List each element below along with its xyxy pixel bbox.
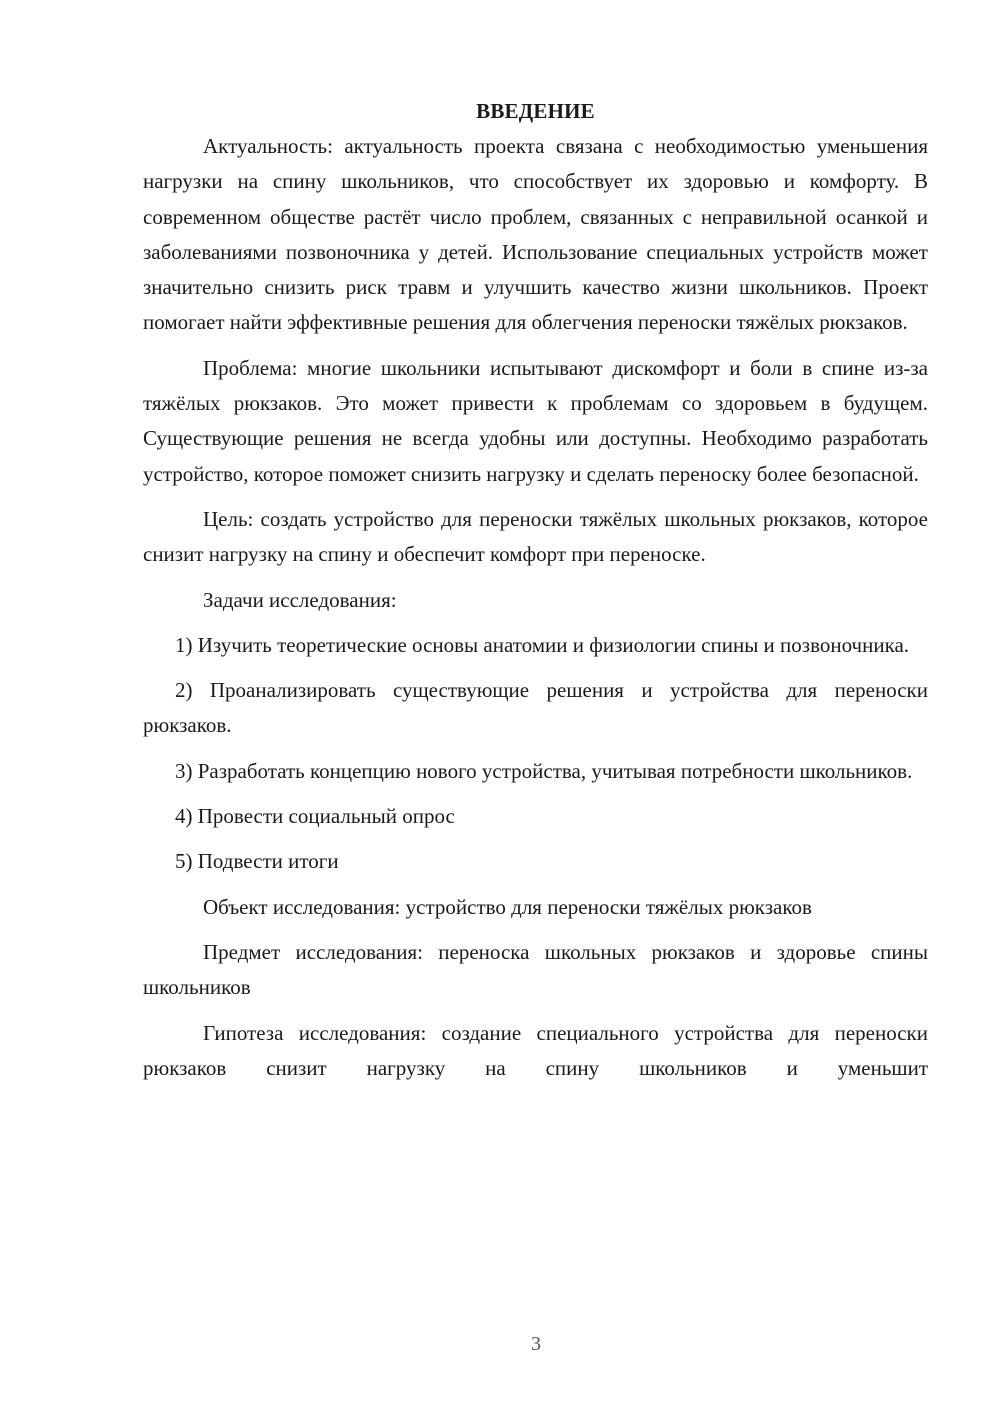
task-item-5: 5) Подвести итоги <box>175 849 339 874</box>
paragraph-tasks-heading: Задачи исследования: <box>203 587 397 612</box>
paragraph-goal: Цель: создать устройство для переноски тяжёлых школьных рюкзаков, которое снизит нагрузку на спину и обеспечит комфорт при переноске. <box>143 506 928 567</box>
paragraph-object: Объект исследования: устройство для переноски тяжёлых рюкзаков <box>203 894 812 919</box>
task-item-1: 1) Изучить теоретические основы анатомии и физиологии спины и позвоночника. <box>175 632 910 657</box>
paragraph-relevance: Актуальность: актуальность проекта связана с необходимостью уменьшения нагрузки на спину школьников, что способствует их здоровью и комфорту. В современном обществе растёт число проблем, связанных с неправильной осанкой и заболеваниями позвоночника у детей. Использование специальных устройств может значительно снизить риск травм и улучшить качество жизни школьников. Проект помогает найти эффективные решения для облегчения переноски тяжёлых рюкзаков. <box>143 134 928 335</box>
task-item-2: 2) Проанализировать существующие решения и устройства для переноски рюкзаков. <box>143 678 928 738</box>
page-number: 3 <box>531 1333 541 1355</box>
paragraph-hypothesis: Гипотеза исследования: создание специального устройства для переноски рюкзаков снизит нагрузку на спину школьников и уменьшит <box>143 1020 928 1080</box>
task-item-4: 4) Провести социальный опрос <box>175 804 455 829</box>
section-title: ВВЕДЕНИЕ <box>476 99 595 123</box>
task-item-3: 3) Разработать концепцию нового устройства, учитывая потребности школьников. <box>175 758 913 783</box>
paragraph-problem: Проблема: многие школьники испытывают дискомфорт и боли в спине из-за тяжёлых рюкзаков. Это может привести к проблемам со здоровьем в будущем. Существующие решения не всегда удобны или доступны. Необходимо разработать устройство, которое поможет снизить нагрузку и сделать переноску более безопасной. <box>143 355 928 486</box>
paragraph-subject: Предмет исследования: переноска школьных рюкзаков и здоровье спины школьников <box>143 939 928 1000</box>
